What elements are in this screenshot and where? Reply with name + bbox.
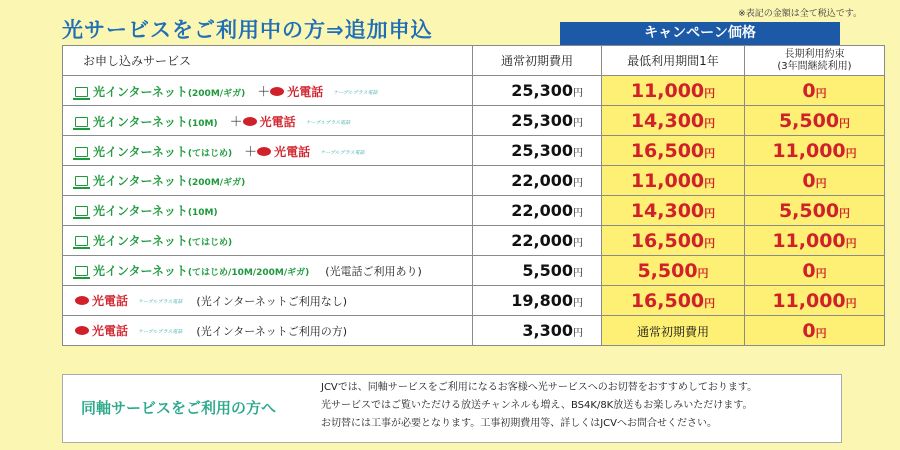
table-body bbox=[63, 76, 885, 346]
footer-line: 光サービスではご覧いただける放送チャンネルも増え、BS4K/8K放送もお楽しみいただけます。 bbox=[321, 400, 753, 411]
min-period-price-cell bbox=[602, 106, 745, 136]
hikari-phone-logo bbox=[257, 145, 310, 159]
yen-unit: 円 bbox=[815, 266, 827, 280]
internet-plan-label: (10M) bbox=[187, 119, 218, 129]
yen-unit: 円 bbox=[845, 146, 857, 160]
hikari-phone-label: 光電話 bbox=[92, 294, 129, 308]
service-cell bbox=[63, 316, 473, 346]
yen-unit: 円 bbox=[697, 266, 709, 280]
internet-plan-label: (10M) bbox=[187, 208, 218, 218]
normal-fee-cell bbox=[473, 256, 602, 286]
table-row bbox=[63, 196, 885, 226]
min-period-price-cell bbox=[602, 166, 745, 196]
phone-logo-icon bbox=[75, 326, 89, 335]
long-term-price-value: 5,500 bbox=[778, 199, 840, 222]
normal-fee-value: 22,000 bbox=[511, 201, 573, 220]
yen-unit: 円 bbox=[573, 238, 583, 249]
internet-service-label: 光インターネット bbox=[93, 234, 188, 248]
internet-service-label: 光インターネット bbox=[93, 174, 188, 188]
internet-plan-label: (てはじめ) bbox=[187, 149, 233, 159]
internet-service-label: 光インターネット bbox=[93, 115, 188, 129]
internet-plan-label: (てはじめ) bbox=[187, 238, 233, 248]
normal-fee-value: 3,300 bbox=[522, 321, 573, 340]
normal-fee-cell bbox=[473, 76, 602, 106]
yen-unit: 円 bbox=[704, 296, 716, 310]
min-period-price-value: 11,000 bbox=[630, 169, 705, 192]
internet-plan-label: (200M/ギガ) bbox=[187, 178, 246, 188]
long-term-price-cell bbox=[745, 316, 885, 346]
footer-text bbox=[321, 379, 757, 433]
service-cell bbox=[63, 196, 473, 226]
long-term-price-value: 11,000 bbox=[772, 229, 846, 252]
service-cell bbox=[63, 226, 473, 256]
long-term-price-cell bbox=[745, 256, 885, 286]
long-term-price-value: 11,000 bbox=[772, 139, 846, 162]
table-row bbox=[63, 226, 885, 256]
long-term-line2: (3年間継続利用) bbox=[777, 60, 852, 72]
hikari-phone-label: 光電話 bbox=[259, 115, 296, 129]
service-cell bbox=[63, 286, 473, 316]
cable-plus-phone-logo: ケーブルプラス電話 bbox=[305, 120, 351, 126]
normal-fee-value: 5,500 bbox=[522, 261, 573, 280]
long-term-price-value: 0 bbox=[802, 169, 816, 192]
normal-fee-value: 25,300 bbox=[511, 141, 573, 160]
hikari-phone-logo bbox=[270, 85, 323, 99]
yen-unit: 円 bbox=[704, 116, 716, 130]
computer-icon bbox=[75, 147, 88, 157]
internet-plan-label: (200M/ギガ) bbox=[187, 89, 246, 99]
computer-icon bbox=[75, 117, 88, 127]
service-cell bbox=[63, 76, 473, 106]
internet-service-label: 光インターネット bbox=[93, 204, 188, 218]
table-row bbox=[63, 76, 885, 106]
table-header-row bbox=[63, 46, 885, 76]
price-table bbox=[62, 45, 885, 346]
plus-sign: ＋ bbox=[257, 85, 271, 100]
internet-plan-label: (てはじめ/10M/200M/ギガ) bbox=[187, 268, 310, 278]
service-cell bbox=[63, 256, 473, 286]
table-row bbox=[63, 286, 885, 316]
min-period-price-value: 14,300 bbox=[630, 109, 705, 132]
normal-fee-cell bbox=[473, 286, 602, 316]
min-period-price-value: 16,500 bbox=[630, 289, 705, 312]
hikari-phone-logo bbox=[243, 115, 296, 129]
min-period-price-value: 14,300 bbox=[630, 199, 705, 222]
internet-service-label: 光インターネット bbox=[93, 85, 188, 99]
long-term-price-cell bbox=[745, 136, 885, 166]
service-cell bbox=[63, 136, 473, 166]
yen-unit: 円 bbox=[573, 208, 583, 219]
cable-plus-phone-logo: ケーブルプラス電話 bbox=[138, 299, 183, 305]
service-condition-note: (光インターネットご利用の方) bbox=[196, 325, 348, 338]
yen-unit: 円 bbox=[704, 176, 716, 190]
min-period-price-value: 16,500 bbox=[630, 229, 705, 252]
page-title: 光サービスをご利用中の方⇒追加申込 bbox=[62, 18, 433, 42]
yen-unit: 円 bbox=[573, 118, 583, 129]
computer-icon bbox=[75, 206, 88, 216]
phone-logo-icon bbox=[243, 117, 257, 126]
hikari-phone-label: 光電話 bbox=[92, 324, 129, 338]
table-row bbox=[63, 106, 885, 136]
long-term-price-value: 5,500 bbox=[778, 109, 840, 132]
service-cell bbox=[63, 166, 473, 196]
normal-fee-cell bbox=[473, 136, 602, 166]
computer-icon bbox=[75, 176, 88, 186]
plus-sign: ＋ bbox=[244, 145, 258, 160]
yen-unit: 円 bbox=[839, 116, 851, 130]
long-term-price-value: 0 bbox=[802, 259, 816, 282]
min-period-price-cell bbox=[602, 256, 745, 286]
long-term-price-cell bbox=[745, 196, 885, 226]
yen-unit: 円 bbox=[839, 206, 851, 220]
yen-unit: 円 bbox=[815, 176, 827, 190]
long-term-price-cell bbox=[745, 286, 885, 316]
computer-icon bbox=[75, 87, 88, 97]
cable-plus-phone-logo: ケーブルプラス電話 bbox=[138, 329, 183, 335]
computer-icon bbox=[75, 266, 88, 276]
internet-service-label: 光インターネット bbox=[93, 264, 188, 278]
computer-icon bbox=[75, 236, 88, 246]
internet-service-label: 光インターネット bbox=[93, 145, 188, 159]
normal-fee-cell bbox=[473, 166, 602, 196]
normal-fee-value: 25,300 bbox=[511, 81, 573, 100]
normal-fee-value: 25,300 bbox=[511, 111, 573, 130]
min-period-price-value: 11,000 bbox=[630, 79, 705, 102]
yen-unit: 円 bbox=[573, 298, 583, 309]
yen-unit: 円 bbox=[704, 206, 716, 220]
min-period-price-value: 5,500 bbox=[637, 259, 698, 282]
table-row bbox=[63, 136, 885, 166]
normal-fee-cell bbox=[473, 196, 602, 226]
min-period-price-cell bbox=[602, 226, 745, 256]
table-row bbox=[63, 316, 885, 346]
yen-unit: 円 bbox=[845, 296, 857, 310]
footer-line: お切替には工事が必要となります。工事初期費用等、詳しくはJCVへお問合せください。 bbox=[321, 418, 717, 429]
yen-unit: 円 bbox=[815, 86, 827, 100]
yen-unit: 円 bbox=[573, 268, 583, 279]
table-row bbox=[63, 256, 885, 286]
yen-unit: 円 bbox=[704, 146, 716, 160]
normal-fee-value: 19,800 bbox=[511, 291, 573, 310]
hikari-phone-logo bbox=[75, 324, 128, 338]
service-condition-note: (光電話ご利用あり) bbox=[325, 265, 422, 278]
col-header-long-term bbox=[745, 46, 885, 76]
min-period-price-cell bbox=[602, 136, 745, 166]
col-header-normal-fee: 通常初期費用 bbox=[473, 46, 602, 76]
service-cell bbox=[63, 106, 473, 136]
footer-line: JCVでは、同軸サービスをご利用になるお客様へ光サービスへのお切替をおすすめしております。 bbox=[321, 382, 758, 393]
yen-unit: 円 bbox=[815, 326, 827, 340]
normal-fee-cell bbox=[473, 226, 602, 256]
min-period-price-cell bbox=[602, 316, 745, 346]
yen-unit: 円 bbox=[704, 86, 716, 100]
min-period-price-cell bbox=[602, 286, 745, 316]
hikari-phone-logo bbox=[75, 294, 128, 308]
long-term-price-value: 0 bbox=[802, 79, 816, 102]
tax-note: ※表記の金額は全て税込です。 bbox=[738, 9, 862, 19]
phone-logo-icon bbox=[257, 147, 271, 156]
service-condition-note: (光インターネットご利用なし) bbox=[196, 295, 348, 308]
normal-fee-value: 22,000 bbox=[511, 231, 573, 250]
long-term-price-cell bbox=[745, 226, 885, 256]
coax-info-box bbox=[62, 374, 842, 443]
normal-fee-value: 22,000 bbox=[511, 171, 573, 190]
min-period-price-value: 16,500 bbox=[630, 139, 705, 162]
col-header-service: お申し込みサービス bbox=[63, 46, 473, 76]
long-term-price-value: 11,000 bbox=[772, 289, 846, 312]
yen-unit: 円 bbox=[573, 148, 583, 159]
min-period-price-note: 通常初期費用 bbox=[636, 325, 709, 339]
hikari-phone-label: 光電話 bbox=[274, 145, 311, 159]
table-row bbox=[63, 166, 885, 196]
hikari-phone-label: 光電話 bbox=[287, 85, 324, 99]
col-header-min-period: 最低利用期間1年 bbox=[602, 46, 745, 76]
min-period-price-cell bbox=[602, 76, 745, 106]
long-term-line1: 長期利用約束 bbox=[784, 48, 845, 60]
yen-unit: 円 bbox=[704, 236, 716, 250]
yen-unit: 円 bbox=[573, 88, 583, 99]
plus-sign: ＋ bbox=[229, 115, 243, 130]
yen-unit: 円 bbox=[573, 328, 583, 339]
yen-unit: 円 bbox=[845, 236, 857, 250]
footer-title: 同軸サービスをご利用の方へ bbox=[81, 399, 277, 417]
long-term-price-cell bbox=[745, 106, 885, 136]
cable-plus-phone-logo: ケーブルプラス電話 bbox=[320, 150, 365, 156]
phone-logo-icon bbox=[75, 296, 89, 305]
cable-plus-phone-logo: ケーブルプラス電話 bbox=[333, 90, 378, 96]
long-term-price-value: 0 bbox=[802, 319, 816, 342]
yen-unit: 円 bbox=[573, 178, 583, 189]
campaign-header: キャンペーン価格 bbox=[560, 22, 840, 45]
normal-fee-cell bbox=[473, 106, 602, 136]
min-period-price-cell bbox=[602, 196, 745, 226]
long-term-price-cell bbox=[745, 166, 885, 196]
phone-logo-icon bbox=[270, 87, 284, 96]
normal-fee-cell bbox=[473, 316, 602, 346]
long-term-price-cell bbox=[745, 76, 885, 106]
